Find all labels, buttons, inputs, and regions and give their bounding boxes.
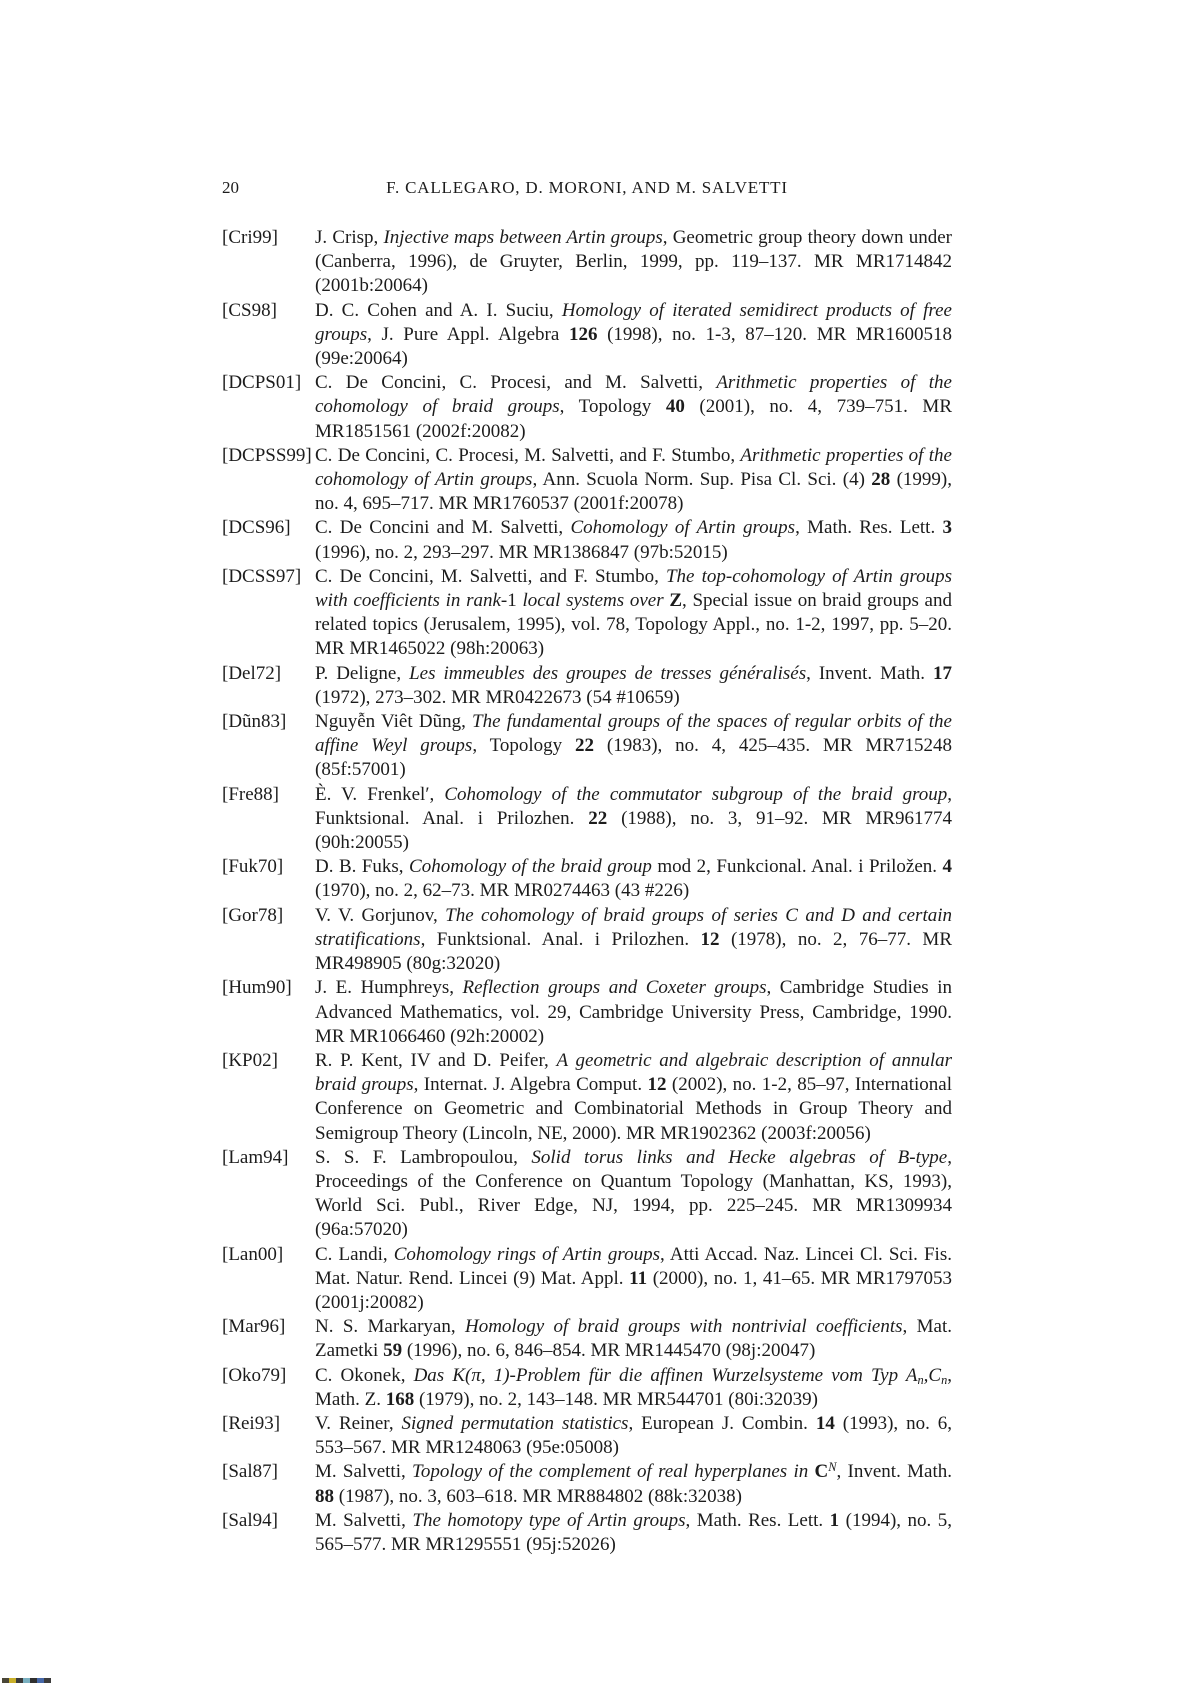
citation-key: [DCSS97]: [222, 565, 302, 587]
citation-key: [DCPSS99]: [222, 444, 312, 466]
reference-text: C. De Concini, M. Salvetti, and F. Stumbo, The top-cohomology of Artin groups with coefficients in rank-1 local systems over Z, Special issue on braid groups and related topics (Jerusalem, 1995), vol. 78, Topology Appl., no. 1-2, 1997, pp. 5–20. MR MR1465022 (98h:20063): [315, 565, 952, 660]
reference-text: C. Okonek, Das K(π, 1)-Problem für die affinen Wurzelsysteme vom Typ $A_n,C_n$, Math. Z. 168 (1979), no. 2, 143–148. MR MR544701 (80i:32039): [315, 1364, 953, 1410]
citation-key: [Dũn83]: [222, 711, 287, 733]
citation-key: [Rei93]: [222, 1412, 281, 1434]
page-header: [222, 178, 952, 200]
reference-entry: [222, 710, 952, 783]
citation-key: [Del72]: [222, 662, 282, 684]
reference-entry: [222, 976, 952, 1049]
scan-color-strip: [2, 1678, 51, 1683]
reference-text: N. S. Markaryan, Homology of braid groups with nontrivial coefficients, Mat. Zametki 59 (1996), no. 6, 846–854. MR MR1445470 (98j:20047): [315, 1316, 952, 1362]
reference-text: C. De Concini and M. Salvetti, Cohomology of Artin groups, Math. Res. Lett. 3 (1996), no. 2, 293–297. MR MR1386847 (97b:52015): [315, 517, 953, 563]
reference-entry: [222, 855, 952, 903]
reference-text: J. Crisp, Injective maps between Artin groups, Geometric group theory down under (Canberra, 1996), de Gruyter, Berlin, 1999, pp. 119–137. MR MR1714842 (2001b:20064): [315, 227, 952, 297]
references-list: [222, 226, 952, 1557]
scan-color-segment: [23, 1678, 30, 1683]
scan-color-segment: [2, 1678, 9, 1683]
reference-entry: [222, 444, 952, 517]
reference-text: C. Landi, Cohomology rings of Artin groups, Atti Accad. Naz. Lincei Cl. Sci. Fis. Mat. Natur. Rend. Lincei (9) Mat. Appl. 11 (2000), no. 1, 41–65. MR MR1797053 (2001j:20082): [315, 1243, 952, 1313]
reference-entry: [222, 371, 952, 444]
reference-text: S. S. F. Lambropoulou, Solid torus links and Hecke algebras of B-type, Proceedings of the Conference on Quantum Topology (Manhattan, KS, 1993), World Sci. Publ., River Edge, NJ, 1994, pp. 225–245. MR MR1309934 (96a:57020): [315, 1146, 952, 1241]
reference-text: M. Salvetti, The homotopy type of Artin groups, Math. Res. Lett. 1 (1994), no. 5, 565–577. MR MR1295551 (95j:52026): [315, 1509, 952, 1555]
scan-color-segment: [30, 1678, 37, 1683]
reference-text: P. Deligne, Les immeubles des groupes de tresses généralisés, Invent. Math. 17 (1972), 273–302. MR MR0422673 (54 #10659): [315, 662, 952, 708]
reference-entry: [222, 1412, 952, 1460]
citation-key: [DCPS01]: [222, 372, 302, 394]
scan-color-segment: [9, 1678, 16, 1683]
reference-text: D. C. Cohen and A. I. Suciu, Homology of iterated semidirect products of free groups, J. Pure Appl. Algebra 126 (1998), no. 1-3, 87–120. MR MR1600518 (99e:20064): [315, 299, 952, 370]
reference-entry: [222, 1315, 952, 1363]
citation-key: [DCS96]: [222, 517, 291, 539]
citation-key: [Fuk70]: [222, 856, 284, 878]
reference-text: R. P. Kent, IV and D. Peifer, A geometric and algebraic description of annular braid groups, Internat. J. Algebra Comput. 12 (2002), no. 1-2, 85–97, International Conference on Geometric and Combinatorial Methods in Group Theory and Semigroup Theory (Lincoln, NE, 2000). MR MR1902362 (2003f:20056): [315, 1049, 952, 1144]
text-block: [222, 178, 952, 1557]
citation-key: [Cri99]: [222, 227, 278, 248]
citation-key: [Sal87]: [222, 1461, 278, 1483]
reference-text: V. V. Gorjunov, The cohomology of braid groups of series C and D and certain stratifications, Funktsional. Anal. i Prilozhen. 12 (1978), no. 2, 76–77. MR MR498905 (80g:32020): [315, 904, 953, 975]
reference-entry: [222, 662, 952, 710]
citation-key: [Sal94]: [222, 1509, 278, 1531]
citation-key: [Mar96]: [222, 1316, 286, 1338]
citation-key: [CS98]: [222, 299, 277, 321]
citation-key: [Lam94]: [222, 1146, 289, 1168]
reference-entry: [222, 904, 952, 977]
scan-color-segment: [16, 1678, 23, 1683]
reference-entry: [222, 1509, 952, 1557]
reference-entry: [222, 1243, 952, 1316]
scan-color-segment: [37, 1678, 44, 1683]
page-number: 20: [222, 178, 239, 197]
reference-text: C. De Concini, C. Procesi, and M. Salvetti, Arithmetic properties of the cohomology of braid groups, Topology 40 (2001), no. 4, 739–751. MR MR1851561 (2002f:20082): [315, 372, 952, 442]
citation-key: [Oko79]: [222, 1364, 287, 1386]
reference-text: J. E. Humphreys, Reflection groups and Coxeter groups, Cambridge Studies in Advanced Mathematics, vol. 29, Cambridge University Press, Cambridge, 1990. MR MR1066460 (92h:20002): [315, 977, 953, 1047]
reference-entry: [222, 226, 952, 299]
reference-text: È. V. Frenkel′, Cohomology of the commutator subgroup of the braid group, Funktsional. Anal. i Prilozhen. 22 (1988), no. 3, 91–92. MR MR961774 (90h:20055): [315, 783, 953, 854]
reference-text: C. De Concini, C. Procesi, M. Salvetti, and F. Stumbo, Arithmetic properties of the cohomology of Artin groups, Ann. Scuola Norm. Sup. Pisa Cl. Sci. (4) 28 (1999), no. 4, 695–717. MR MR1760537 (2001f:20078): [315, 444, 952, 515]
reference-text: Nguyễn Viêt Dũng, The fundamental groups of the spaces of regular orbits of the affine Weyl groups, Topology 22 (1983), no. 4, 425–435. MR MR715248 (85f:57001): [315, 711, 952, 781]
reference-entry: [222, 1049, 952, 1146]
citation-key: [Hum90]: [222, 977, 292, 999]
reference-entry: [222, 783, 952, 856]
citation-key: [Lan00]: [222, 1243, 284, 1265]
reference-entry: [222, 1146, 952, 1243]
reference-entry: [222, 1364, 952, 1412]
reference-text: M. Salvetti, Topology of the complement of real hyperplanes in $C^N$, Invent. Math. 88 (1987), no. 3, 603–618. MR MR884802 (88k:32038): [315, 1460, 952, 1507]
citation-key: [KP02]: [222, 1049, 278, 1071]
reference-text: V. Reiner, Signed permutation statistics, European J. Combin. 14 (1993), no. 6, 553–567. MR MR1248063 (95e:05008): [315, 1412, 952, 1459]
reference-entry: [222, 299, 952, 372]
citation-key: [Gor78]: [222, 904, 284, 926]
reference-entry: [222, 1460, 952, 1508]
running-title: F. CALLEGARO, D. MORONI, AND M. SALVETTI: [386, 178, 788, 197]
scan-color-segment: [44, 1678, 51, 1683]
citation-key: [Fre88]: [222, 783, 279, 805]
reference-entry: [222, 565, 952, 662]
reference-text: D. B. Fuks, Cohomology of the braid group mod 2, Funkcional. Anal. i Priložen. 4 (1970), no. 2, 62–73. MR MR0274463 (43 #226): [315, 856, 953, 902]
reference-entry: [222, 516, 952, 564]
